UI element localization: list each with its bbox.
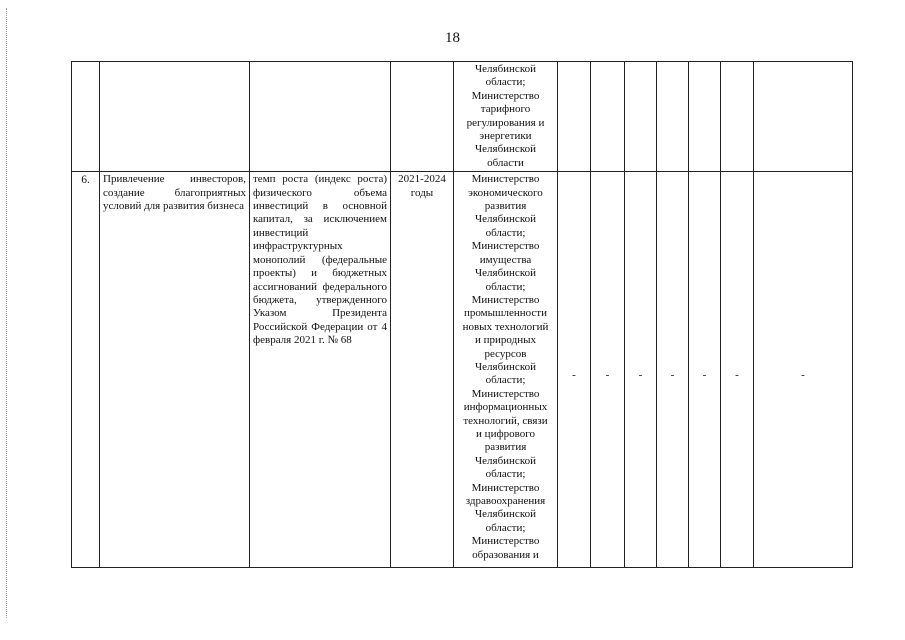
cell-value bbox=[754, 62, 853, 172]
responsible-line: Челябинской bbox=[474, 143, 536, 156]
responsible-line: Челябинской bbox=[474, 213, 536, 226]
responsible-line: области; bbox=[485, 374, 526, 387]
cell-number bbox=[72, 62, 100, 172]
value-dash: - bbox=[605, 369, 610, 382]
program-table bbox=[71, 61, 853, 568]
page-binding-margin-line bbox=[6, 8, 7, 618]
value-dash: - bbox=[735, 369, 739, 382]
responsible-line: Министерство bbox=[471, 481, 540, 494]
responsible-line: развития bbox=[484, 200, 527, 213]
responsible-line: области; bbox=[485, 521, 526, 534]
page-number: 18 bbox=[445, 30, 460, 46]
value-cell bbox=[754, 172, 853, 568]
row-number: 6. bbox=[72, 172, 100, 568]
cell-indicator bbox=[250, 62, 391, 172]
cell-value bbox=[721, 62, 754, 172]
responsible-line: области; bbox=[485, 226, 526, 239]
responsible-line: регулирования и bbox=[466, 116, 545, 129]
responsible-line: Министерство bbox=[471, 240, 540, 253]
value-dash: - bbox=[638, 369, 643, 382]
responsible-line: области; bbox=[485, 468, 526, 481]
responsible-line: области; bbox=[485, 76, 526, 89]
cell-value bbox=[558, 62, 591, 172]
responsible-line: Министерство bbox=[471, 89, 540, 102]
responsible-line: развития bbox=[484, 441, 527, 454]
period-text bbox=[391, 172, 454, 568]
value-dash: - bbox=[702, 369, 707, 382]
cell-period bbox=[391, 62, 454, 172]
responsible-line: информационных bbox=[463, 401, 548, 414]
responsible-line: здравоохранения bbox=[465, 495, 546, 507]
value-cell bbox=[591, 172, 625, 568]
responsible-line: тарифного bbox=[480, 103, 531, 116]
cell-value bbox=[657, 62, 689, 172]
period-line: 2021-2024 bbox=[398, 173, 446, 186]
responsible-line: Челябинской bbox=[474, 63, 536, 75]
responsible-line: ресурсов bbox=[484, 347, 527, 360]
responsible-line: новых технологий bbox=[462, 320, 549, 333]
cell-value bbox=[591, 62, 625, 172]
responsible-line: Министерство bbox=[471, 173, 540, 186]
responsible-line: Министерство bbox=[471, 293, 540, 306]
responsible-line: области bbox=[487, 156, 524, 169]
responsible-line: Челябинской bbox=[474, 360, 536, 373]
responsible-line: и природных bbox=[475, 334, 536, 347]
value-cell bbox=[689, 172, 721, 568]
responsible-line: Министерство bbox=[471, 535, 540, 548]
value-cell bbox=[558, 172, 591, 568]
table-row-6 bbox=[72, 172, 853, 568]
responsible-line: имущества bbox=[479, 253, 532, 266]
value-cell bbox=[657, 172, 689, 568]
table-row-continued bbox=[72, 62, 853, 172]
responsible-line: и цифрового bbox=[476, 427, 535, 440]
indicator-text: темп роста (индекс роста) физического объема инвестиций в основной капитал, за исключением инвестиций инфраструктурных монополий (федеральные проекты) и бюджетных ассигнований федерального бюджета, утвержденного Указом Президента Российской Федерации от 4 февраля 2021 г. № 68 bbox=[250, 172, 391, 568]
responsible-line: энергетики bbox=[479, 130, 532, 143]
value-dash: - bbox=[572, 369, 576, 382]
responsible-text bbox=[454, 172, 558, 568]
responsible-line: Челябинской bbox=[474, 454, 536, 467]
responsible-line: экономического bbox=[468, 186, 543, 199]
responsible-line: области; bbox=[485, 280, 526, 293]
period-line: годы bbox=[410, 186, 434, 199]
cell-responsible bbox=[454, 62, 558, 172]
responsible-line: промышленности bbox=[464, 307, 547, 320]
responsible-line: технологий, связи bbox=[463, 414, 548, 427]
cell-value bbox=[625, 62, 657, 172]
responsible-line: Челябинской bbox=[474, 267, 536, 280]
cell-task bbox=[100, 62, 250, 172]
cell-value bbox=[689, 62, 721, 172]
responsible-line: образования и bbox=[472, 548, 539, 561]
value-dash: - bbox=[670, 369, 675, 382]
value-cell bbox=[721, 172, 754, 568]
value-cell bbox=[625, 172, 657, 568]
responsible-line: Министерство bbox=[471, 387, 540, 400]
task-text: Привлечение инвесторов, создание благоприятных условий для развития бизнеса bbox=[100, 172, 250, 568]
value-dash: - bbox=[801, 369, 805, 382]
responsible-line: Челябинской bbox=[474, 508, 536, 521]
